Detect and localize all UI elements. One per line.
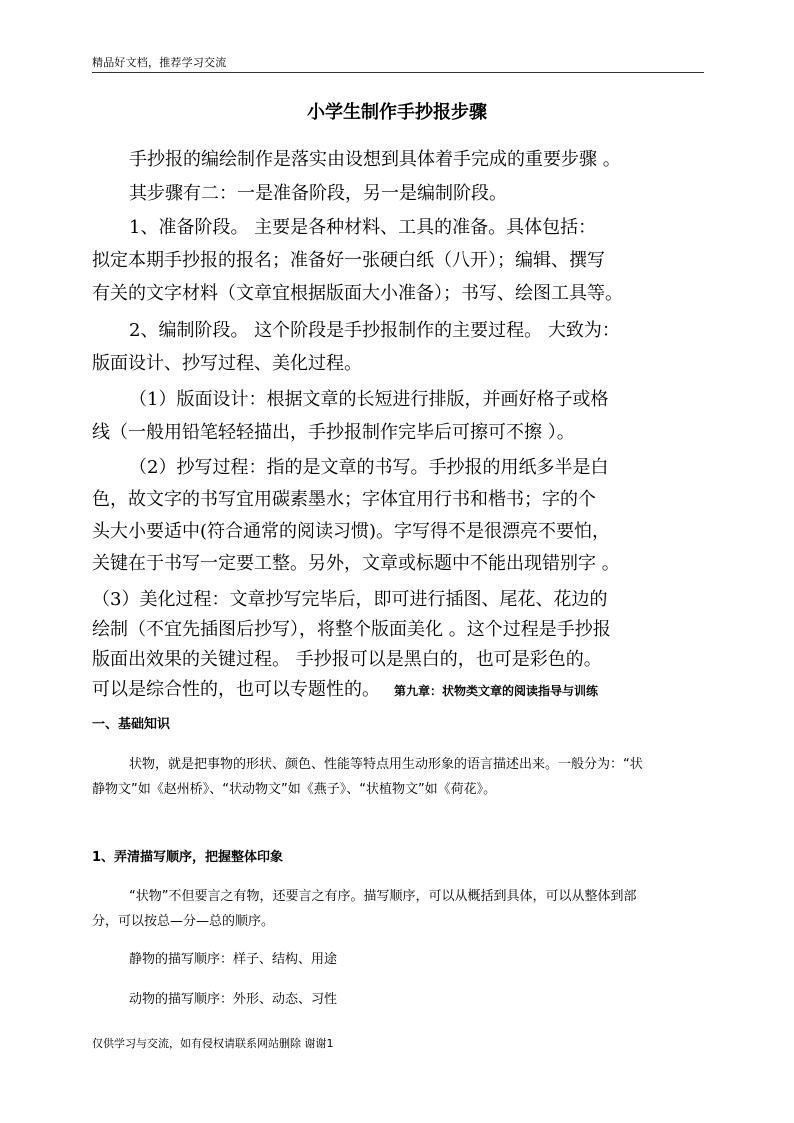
chapter-title: 第九章：状物类文章的阅读指导与训练 bbox=[394, 684, 599, 698]
text-line: （3）美化过程：文章抄写完毕后，即可进行插图、尾花、花边的 bbox=[92, 589, 608, 610]
section-heading-order: 1、弄清描写顺序，把握整体印象 bbox=[92, 850, 284, 865]
text-line: 色，故文字的书写宜用碳素墨水；字体宜用行书和楷书；字的个 bbox=[92, 489, 596, 510]
text-line: 头大小要适中(符合通常的阅读习惯)。字写得不是很漂亮不要怕， bbox=[92, 521, 611, 542]
intro-line-1: 手抄报的编绘制作是落实由设想到具体着手完成的重要步骤 。 bbox=[129, 149, 621, 170]
section-heading-basic: 一、基础知识 bbox=[92, 717, 171, 732]
step2-paragraph bbox=[92, 452, 704, 580]
text-line: 分，可以按总—分—总的顺序。 bbox=[92, 914, 275, 929]
basic-paragraph bbox=[92, 752, 712, 802]
animal-order-line: 动物的描写顺序：外形、动态、习性 bbox=[129, 992, 338, 1007]
text-line: （1）版面设计：根据文章的长短进行排版，并画好格子或格 bbox=[129, 389, 609, 410]
text-line: 版面设计、抄写过程、美化过程。 bbox=[92, 353, 362, 374]
text-line: 有关的文字材料（文章宜根据版面大小准备）；书写、绘图工具等。 bbox=[92, 283, 623, 304]
text-line: 2、编制阶段。 这个阶段是手抄报制作的主要过程。 大致为： bbox=[129, 320, 620, 341]
text-line: 1、准备阶段。 主要是各种材料、工具的准备。具体包括： bbox=[129, 217, 597, 238]
intro-line-2: 其步骤有二：一是准备阶段，另一是编制阶段。 bbox=[129, 183, 507, 204]
order-paragraph bbox=[92, 884, 712, 934]
static-order-line: 静物的描写顺序：样子、结构、用途 bbox=[129, 952, 338, 967]
step1-paragraph bbox=[92, 383, 704, 449]
header-divider bbox=[92, 72, 704, 73]
text-line: 绘制（不宜先插图后抄写），将整个版面美化 。这个过程是手抄报 bbox=[92, 619, 611, 640]
text-line: 状物，就是把事物的形状、颜色、性能等特点用生动形象的语言描述出来。一般分为：“状 bbox=[129, 757, 643, 772]
page-footer: 仅供学习与交流，如有侵权请联系网站删除 谢谢1 bbox=[92, 1037, 334, 1050]
document-title: 小学生制作手抄报步骤 bbox=[307, 102, 487, 123]
text-line: 静物文”如《赵州桥》、“状动物文”如《燕子》、“状植物文”如《荷花》。 bbox=[92, 782, 497, 797]
step3-paragraph bbox=[92, 585, 704, 706]
page-header: 精品好文档，推荐学习交流 bbox=[92, 56, 227, 69]
text-line: “状物”不但要言之有物，还要言之有序。描写顺序，可以从概括到具体，可以从整体到部 bbox=[129, 889, 637, 904]
text-line: （2）抄写过程：指的是文章的书写。手抄报的用纸多半是白 bbox=[129, 457, 609, 478]
stage2-paragraph bbox=[92, 314, 704, 380]
text-line bbox=[92, 675, 704, 706]
text-line: 版面出效果的关键过程。 手抄报可以是黑白的，也可是彩色的。 bbox=[92, 649, 602, 670]
stage1-paragraph bbox=[92, 211, 704, 310]
step3-last-line: 可以是综合性的，也可以专题性的。 bbox=[92, 679, 380, 700]
text-line: 拟定本期手抄报的报名；准备好一张硬白纸（八开）；编辑、撰写 bbox=[92, 250, 605, 271]
text-line: 线（一般用铅笔轻轻描出，手抄报制作完毕后可擦可不擦 ）。 bbox=[92, 422, 575, 443]
text-line: 关键在于书写一定要工整。另外，文章或标题中不能出现错别字 。 bbox=[92, 553, 620, 574]
